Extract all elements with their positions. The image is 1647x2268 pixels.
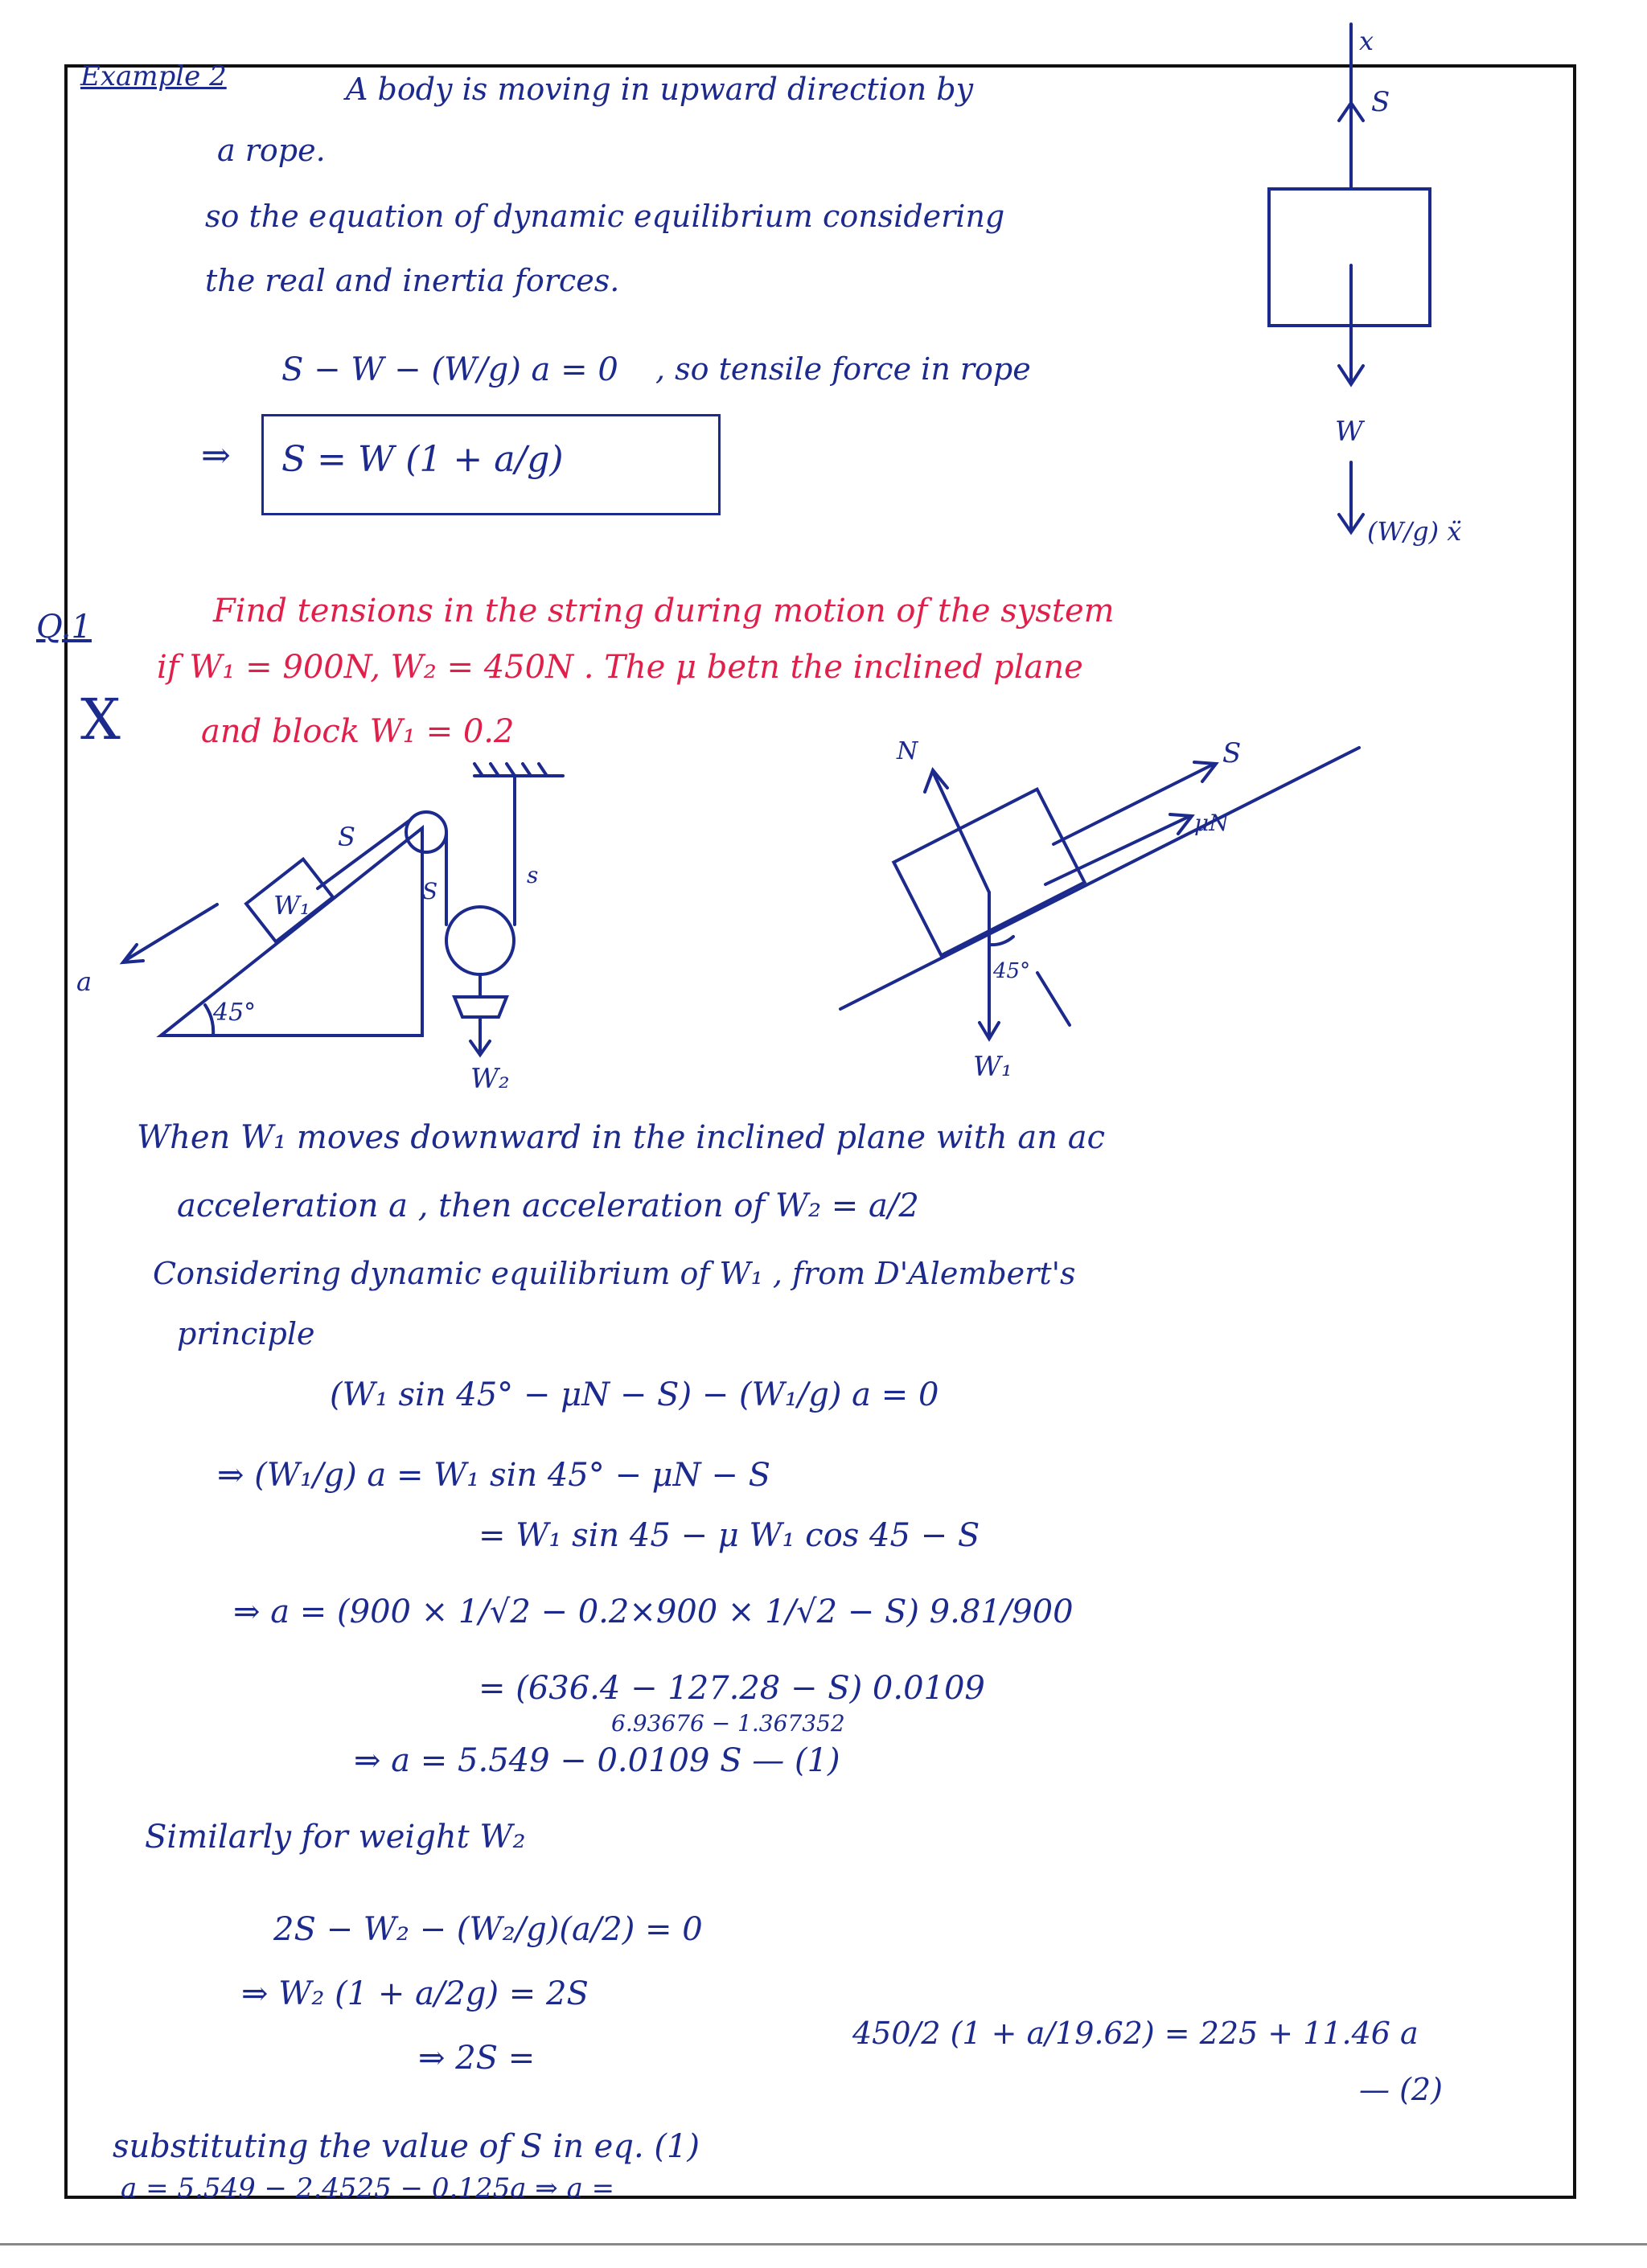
solution-line-1: When W₁ moves downward in the inclined plane with an ac [137,1119,1105,1156]
right-label-mun: μN [1194,810,1229,836]
example-label: Example 2 [80,60,227,92]
solution-line-13: ⇒ W₂ (1 + a/2g) = 2S [241,1975,589,2012]
solution-line-16: substituting the value of S in eq. (1) [113,2128,700,2165]
fig-label-inertia: (W/g) ẍ [1367,516,1462,547]
question-line-1: Find tensions in the string during motion of the system [213,593,1115,630]
question-label: Q.1 [36,609,92,646]
solution-line-11: Similarly for weight W₂ [145,1819,526,1856]
fig-label-s: S [1371,86,1390,118]
solution-line-5: (W₁ sin 45° − μN − S) − (W₁/g) a = 0 [330,1376,939,1413]
question-line-2: if W₁ = 900N, W₂ = 450N . The μ betn the inclined plane [157,649,1083,686]
left-label-accel: a [76,966,92,997]
example-equation-note: , so tensile force in rope [655,351,1031,387]
solution-line-17: a = 5.549 − 2.4525 − 0.125a ⇒ a = [121,2172,615,2204]
solution-line-15: 450/2 (1 + a/19.62) = 225 + 11.46 a [852,2016,1419,2051]
solution-line-9: = (636.4 − 127.28 − S) 0.0109 [478,1670,985,1707]
left-label-s1: S [422,878,438,904]
hanging-weight-w2 [454,997,507,1017]
accel-arrow [125,904,217,961]
movable-pulley [446,907,514,974]
question-line-3: and block W₁ = 0.2 [201,713,515,750]
result-equation: S = W (1 + a/g) [281,439,564,480]
normal-dash [1037,973,1070,1025]
solution-line-4: principle [177,1316,315,1351]
example-line-4: the real and inertia forces. [205,263,620,298]
top-pulley [406,812,446,852]
left-label-w2: W₂ [470,1063,510,1095]
right-label-angle: 45° [993,959,1031,983]
question-cross: X [80,687,121,753]
solution-line-14: ⇒ 2S = [418,2040,536,2077]
example-line-3: so the equation of dynamic equilibrium considering [205,199,1005,234]
solution-line-15b: — (2) [1359,2072,1443,2107]
solution-line-10-note: 6.93676 − 1.367352 [611,1710,845,1737]
solution-line-10: ⇒ a = 5.549 − 0.0109 S — (1) [354,1742,840,1779]
fbd-incline [840,748,1359,1009]
left-label-angle: 45° [213,999,257,1027]
string-incline [318,820,410,888]
incline-triangle [161,828,422,1036]
solution-line-7: = W₁ sin 45 − μ W₁ cos 45 − S [478,1517,980,1554]
result-arrow: ⇒ [201,435,231,476]
example-line-2: a rope. [217,133,326,168]
solution-line-12: 2S − W₂ − (W₂/g)(a/2) = 0 [273,1911,703,1948]
right-label-n: N [897,737,918,765]
solution-line-8: ⇒ a = (900 × 1/√2 − 0.2×900 × 1/√2 − S) 9.81/900 [233,1593,1074,1630]
normal-arrow [933,772,989,892]
left-label-w1: W₁ [273,890,310,921]
fig-label-x: x [1359,26,1374,56]
fig-label-w: W [1335,416,1363,448]
example-line-1: A body is moving in upward direction by [346,72,974,107]
angle-arc-right [989,937,1013,945]
left-label-s: S [338,822,355,852]
angle-arc-left [205,1005,213,1036]
solution-line-6: ⇒ (W₁/g) a = W₁ sin 45° − μN − S [217,1457,771,1494]
solution-line-2: acceleration a , then acceleration of W₂ = a/2 [177,1187,919,1224]
example-equation: S − W − (W/g) a = 0 [281,351,618,388]
solution-line-3: Considering dynamic equilibrium of W₁ , from D'Alembert's [153,1256,1076,1291]
right-label-w1: W₁ [973,1051,1012,1083]
right-label-s: S [1222,737,1242,769]
left-label-s2: s [527,862,539,888]
